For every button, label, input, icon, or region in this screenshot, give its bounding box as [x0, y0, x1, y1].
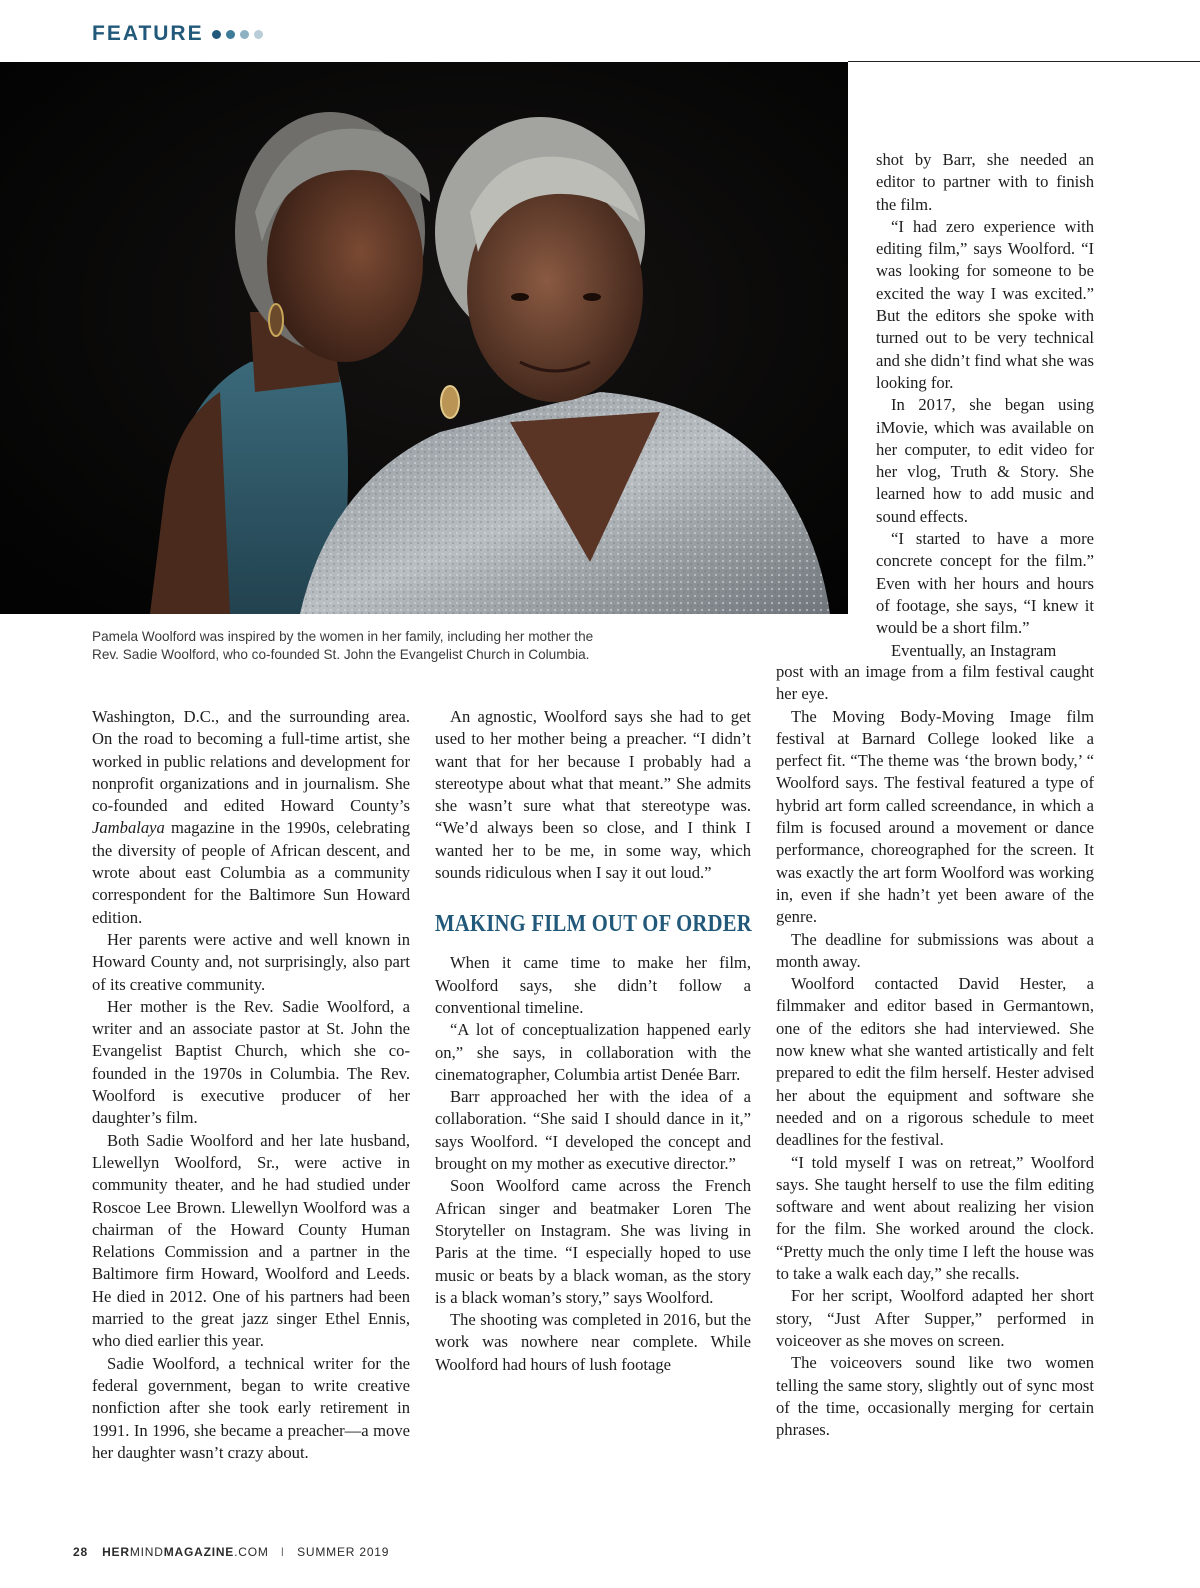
paragraph: post with an image from a film festival caught her eye.: [776, 662, 1094, 704]
feature-photo: [0, 62, 848, 614]
site-magazine: MAGAZINE: [163, 1545, 235, 1559]
section-label: [92, 22, 263, 46]
paragraph: An agnostic, Woolford says she had to get used to her mother being a preacher. “I didn’t want that for her because I probably had a stereotype about what that meant.” She admits she wasn’t sure what that stereotype was. “We’d always been so close, and I think I wanted her to be me, in some way, which sounds ridiculous when I say it out loud.”: [435, 707, 751, 883]
paragraph: Both Sadie Woolford and her late husband, Llewellyn Woolford, Sr., were active in community theater, and he had studied under Roscoe Lee Brown. Llewellyn Woolford was a chairman of the Howard County Human Relations Commission and a partner in the Baltimore firm Howard, Woolford and Leeds. He died in 2012. One of his partners had been married to the great jazz singer Ethel Ennis, who died earlier this year.: [92, 1130, 410, 1351]
paragraph: Sadie Woolford, a technical writer for the federal government, began to write creative nonfiction after she took early retirement in 1991. In 1996, she became a preacher—a move her daughter wasn’t crazy about.: [92, 1353, 410, 1462]
paragraph-text: Washington, D.C., and the surrounding area. On the road to becoming a full-time artist, she worked in public relations and development for nonprofit organizations and in journalism. She co-founded and edited Howard County’s: [92, 707, 410, 816]
section-dot: [212, 30, 221, 39]
section-subhead: MAKING FILM OUT OF ORDER: [435, 911, 752, 938]
paragraph: shot by Barr, she needed an editor to partner with to finish the film.: [876, 150, 1094, 214]
article-column-3-top: [876, 149, 1094, 662]
section-dot: [240, 30, 249, 39]
article-column-3: [776, 661, 1094, 1441]
paragraph: [92, 706, 410, 929]
section-dots: [212, 30, 263, 39]
photo-caption: [92, 628, 672, 664]
page-footer: [73, 1545, 389, 1559]
paragraph: For her script, Woolford adapted her short story, “Just After Supper,” performed in voiceover as she moves on screen.: [776, 1286, 1094, 1350]
older-earring-shape: [441, 386, 459, 418]
paragraph: Her parents were active and well known in Howard County and, not surprisingly, also part of its creative community.: [92, 929, 410, 994]
magazine-title: Jambalaya: [92, 818, 165, 838]
paragraph: In 2017, she began using iMovie, which was available on her computer, to edit video for her vlog, Truth & Story. She learned how to add music and sound effects.: [876, 395, 1094, 526]
caption-line: Rev. Sadie Woolford, who co-founded St. John the Evangelist Church in Columbia.: [92, 647, 590, 662]
site-tld: .COM: [234, 1545, 269, 1559]
site-mind: MIND: [129, 1545, 164, 1559]
eye-shape: [511, 293, 529, 301]
paragraph: Eventually, an Instagram: [891, 640, 1057, 660]
section-dot: [254, 30, 263, 39]
paragraph: The shooting was completed in 2016, but the work was nowhere near complete. While Woolford had hours of lush footage: [435, 1310, 751, 1374]
portrait-illustration: [0, 62, 848, 614]
paragraph: The voiceovers sound like two women telling the same story, slightly out of sync most of the time, occasionally merging for certain phrases.: [776, 1353, 1094, 1440]
article-column-1: [92, 706, 410, 1464]
footer-separator: I: [280, 1545, 285, 1559]
paragraph: The deadline for submissions was about a month away.: [776, 929, 1094, 971]
paragraph: The Moving Body-Moving Image film festival at Barnard College looked like a perfect fit. “The theme was ‘the brown body,’ “ Woolford says. The festival featured a type of hybrid art form called screendance, in which a film is focused around a movement or dance performance, choreographed for the screen. It was exactly the art form Woolford was working in, even if she hadn’t yet been aware of the genre.: [776, 706, 1094, 927]
paragraph-text: magazine in the 1990s, celebrating the diversity of people of African descent, and wrote about east Columbia as a community correspondent for the Baltimore Sun Howard edition.: [92, 818, 410, 927]
paragraph: Woolford contacted David Hester, a filmmaker and editor based in Germantown, one of the editors she had interviewed. She now knew what she wanted artistically and felt prepared to edit the film herself. Hester advised her about the equipment and software she needed and on a rigorous schedule to meet deadlines for the festival.: [776, 974, 1094, 1150]
eye-shape: [583, 293, 601, 301]
paragraph: Barr approached her with the idea of a collaboration. “She said I should dance in it,” says Woolford. “I developed the concept and brought on my mother as executive director.”: [435, 1087, 751, 1174]
site-her: HER: [102, 1545, 130, 1559]
paragraph: “I had zero experience with editing film,” says Woolford. “I was looking for someone to be excited the way I was excited.” But the editors she spoke with turned out to be very technical and she didn’t find what she was looking for.: [876, 216, 1094, 392]
issue-date: SUMMER 2019: [297, 1545, 390, 1559]
caption-line: Pamela Woolford was inspired by the women in her family, including her mother the: [92, 629, 594, 644]
header-rule: [848, 61, 1200, 62]
section-title: FEATURE: [92, 22, 204, 45]
page-number: 28: [73, 1545, 88, 1559]
earring-shape: [269, 304, 283, 336]
paragraph: Her mother is the Rev. Sadie Woolford, a writer and an associate pastor at St. John the Evangelist Baptist Church, which she co-founded in the 1970s in Columbia. The Rev. Woolford is executive producer of her daughter’s film.: [92, 996, 410, 1128]
paragraph: When it came time to make her film, Woolford says, she didn’t follow a conventional timeline.: [435, 953, 751, 1017]
paragraph: “I started to have a more concrete concept for the film.” Even with her hours and hours of footage, she says, “I knew it would be a short film.”: [876, 529, 1094, 638]
article-column-2: [435, 706, 751, 1376]
paragraph: Soon Woolford came across the French African singer and beatmaker Loren The Storyteller on Instagram. She was living in Paris at the time. “I especially hoped to use music or beats by a black woman, as the story is a black woman’s story,” says Woolford.: [435, 1176, 751, 1307]
paragraph: “I told myself I was on retreat,” Woolford says. She taught herself to use the film editing software and went about realizing her vision for the film. She worked around the clock. “Pretty much the only time I left the house was to take a walk each day,” she recalls.: [776, 1152, 1094, 1284]
section-dot: [226, 30, 235, 39]
paragraph: “A lot of conceptualization happened early on,” she says, in collaboration with the cinematographer, Columbia artist Denée Barr.: [435, 1020, 751, 1084]
